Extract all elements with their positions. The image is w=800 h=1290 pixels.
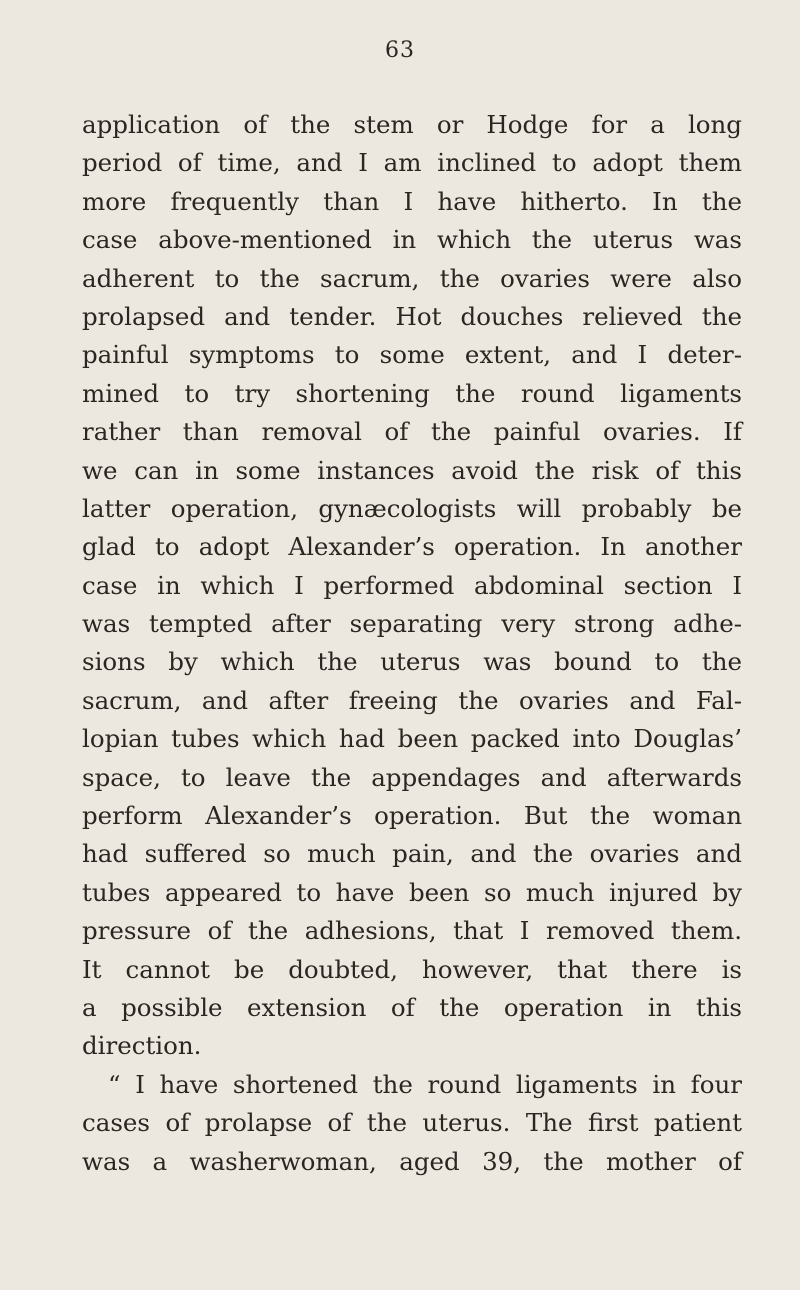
text-line: “ I have shortened the round ligaments in four: [108, 1069, 742, 1099]
text-line: adherent to the sacrum, the ovaries were also: [82, 263, 742, 293]
text-line: period of time, and I am inclined to adopt them: [82, 148, 742, 178]
text-line: was a washerwoman, aged 39, the mother of: [82, 1146, 742, 1176]
text-line: application of the stem or Hodge for a long: [82, 110, 742, 139]
text-line: tubes appeared to have been so much injured by: [82, 877, 742, 907]
text-line: had suffered so much pain, and the ovaries and: [82, 839, 742, 869]
text-line: sions by which the uterus was bound to the: [82, 647, 742, 677]
text-line: mined to try shortening the round ligaments: [82, 378, 742, 408]
text-line: lopian tubes which had been packed into Douglas’: [82, 724, 742, 754]
text-line: prolapsed and tender. Hot douches relieved the: [82, 301, 742, 331]
page-number: 63: [385, 38, 415, 63]
text-line: was tempted after separating very strong adhe-: [82, 609, 742, 639]
text-line: It cannot be doubted, however, that there is: [82, 954, 742, 984]
text-line: latter operation, gynæcologists will probably be: [82, 493, 742, 523]
text-line: a possible extension of the operation in this: [82, 992, 742, 1022]
text-line: perform Alexander’s operation. But the woman: [82, 801, 742, 831]
text-line: painful symptoms to some extent, and I deter-: [82, 340, 742, 370]
text-line: space, to leave the appendages and afterwards: [82, 762, 742, 792]
text-line: glad to adopt Alexander’s operation. In another: [82, 532, 742, 562]
text-line: case in which I performed abdominal section I: [82, 570, 742, 600]
text-line: pressure of the adhesions, that I removed them.: [82, 916, 742, 946]
text-line: direction.: [82, 1031, 202, 1061]
text-line: sacrum, and after freeing the ovaries and Fal-: [82, 685, 742, 715]
text-line: more frequently than I have hitherto. In the: [82, 186, 742, 216]
text-line: we can in some instances avoid the risk of this: [82, 455, 742, 485]
text-line: case above-mentioned in which the uterus was: [82, 225, 742, 255]
text-line: cases of prolapse of the uterus. The first patient: [82, 1108, 742, 1138]
body-text: [82, 106, 742, 1181]
text-line: rather than removal of the painful ovaries. If: [82, 417, 742, 447]
